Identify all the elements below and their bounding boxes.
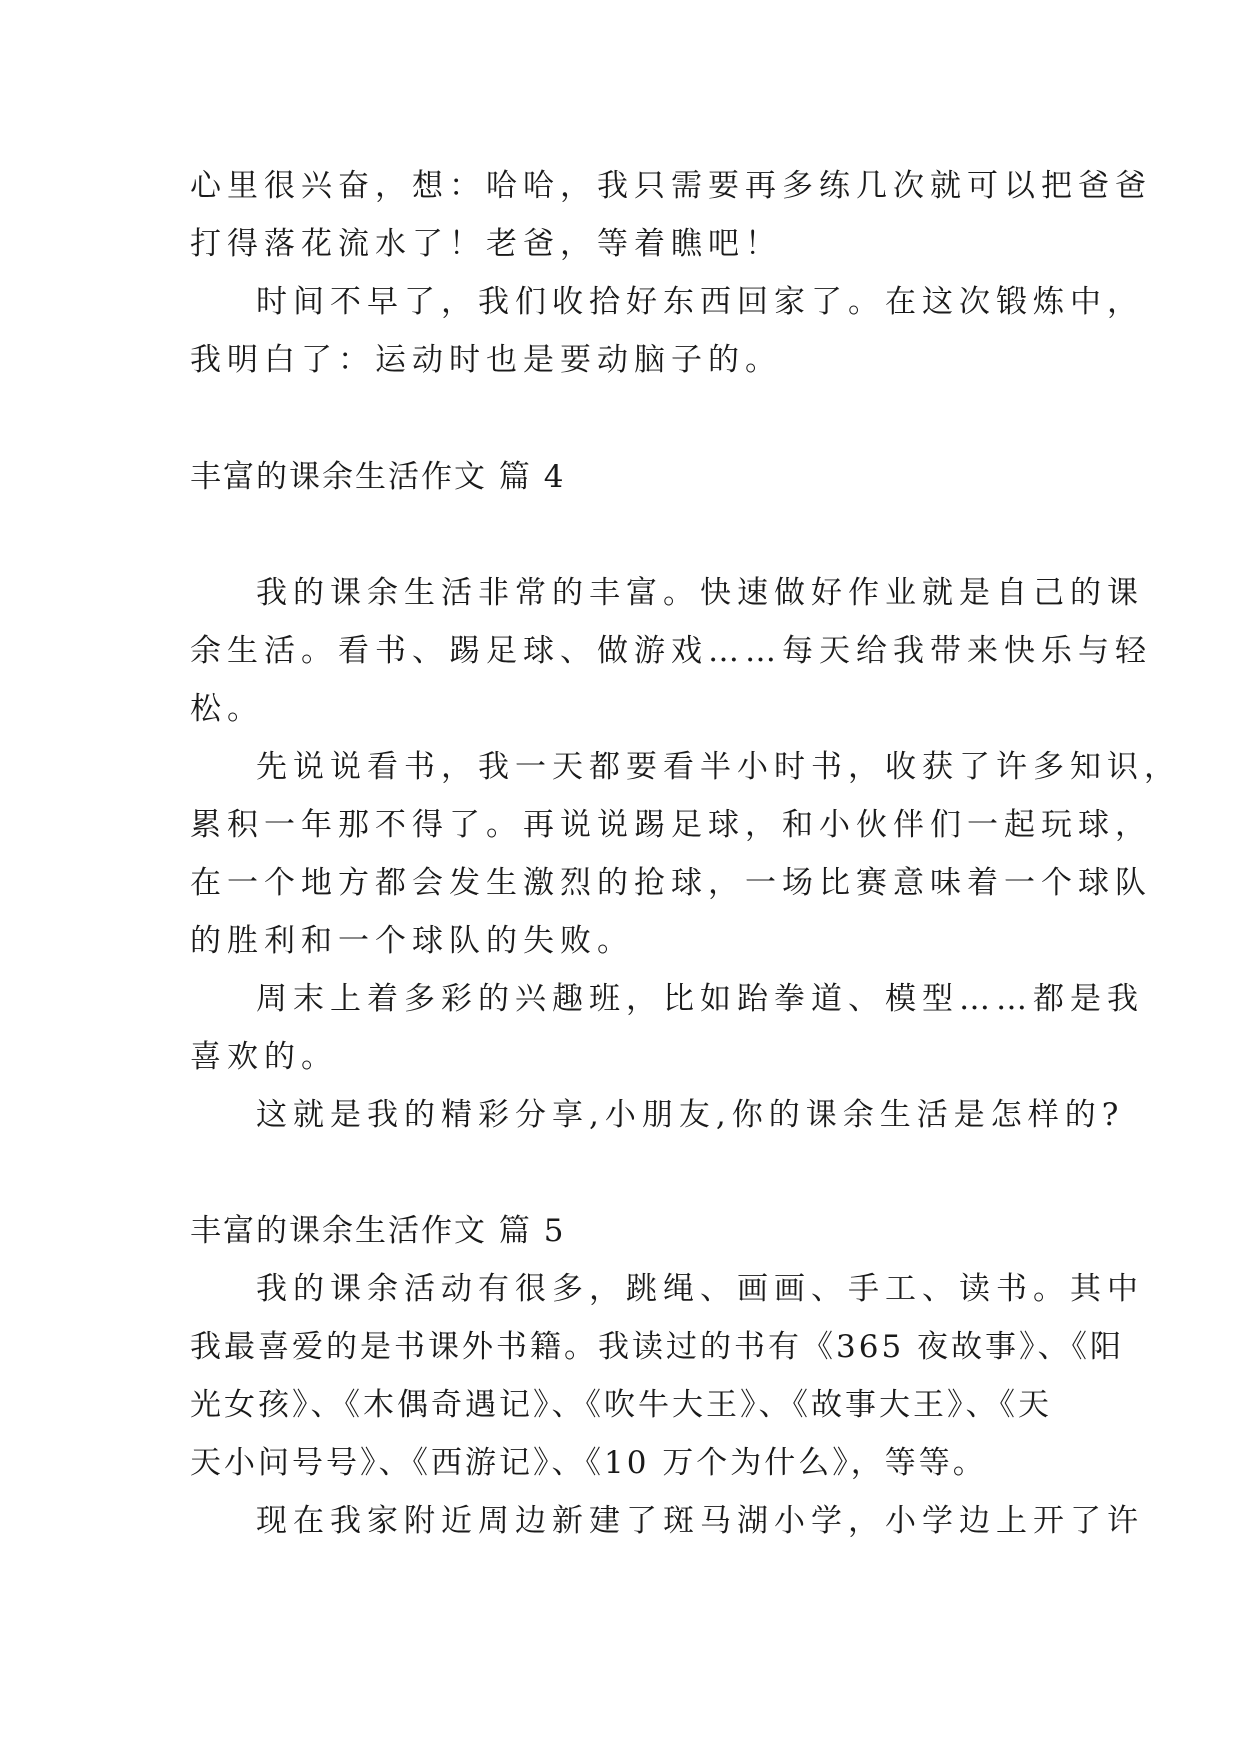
text-line: 我最喜爱的是书课外书籍。我读过的书有《365 夜故事》、《阳 [190,1329,1125,1365]
text-line: 打得落花流水了！老爸，等着瞧吧！ [190,226,782,262]
section-heading: 丰富的课余生活作文 篇 4 [190,459,566,495]
section-heading: 丰富的课余生活作文 篇 5 [190,1213,566,1249]
text-line: 余生活。看书、踢足球、做游戏……每天给我带来快乐与轻 [190,633,1152,669]
text-line: 的胜利和一个球队的失败。 [190,923,634,959]
text-line: 我的课余活动有很多，跳绳、画画、手工、读书。其中 [256,1271,1144,1307]
text-line: 时间不早了，我们收拾好东西回家了。在这次锻炼中， [256,284,1144,320]
text-line: 在一个地方都会发生激烈的抢球，一场比赛意味着一个球队 [190,865,1152,901]
text-line: 喜欢的。 [190,1039,338,1075]
text-line: 我的课余生活非常的丰富。快速做好作业就是自己的课 [256,575,1144,611]
text-line: 心里很兴奋，想：哈哈，我只需要再多练几次就可以把爸爸 [190,168,1152,204]
text-line: 光女孩》、《木偶奇遇记》、《吹牛大王》、《故事大王》、《天 [190,1387,1052,1423]
text-line: 天小问号号》、《西游记》、《10 万个为什么》，等等。 [190,1445,987,1481]
text-line: 这就是我的精彩分享,小朋友,你的课余生活是怎样的? [256,1097,1125,1133]
text-line: 现在我家附近周边新建了斑马湖小学，小学边上开了许 [256,1503,1144,1539]
text-line: 累积一年那不得了。再说说踢足球，和小伙伴们一起玩球， [190,807,1152,843]
text-line: 周末上着多彩的兴趣班，比如跆拳道、模型……都是我 [256,981,1144,1017]
text-line: 我明白了：运动时也是要动脑子的。 [190,342,782,378]
text-line: 先说说看书，我一天都要看半小时书，收获了许多知识， [256,749,1181,785]
text-line: 松。 [190,691,264,727]
